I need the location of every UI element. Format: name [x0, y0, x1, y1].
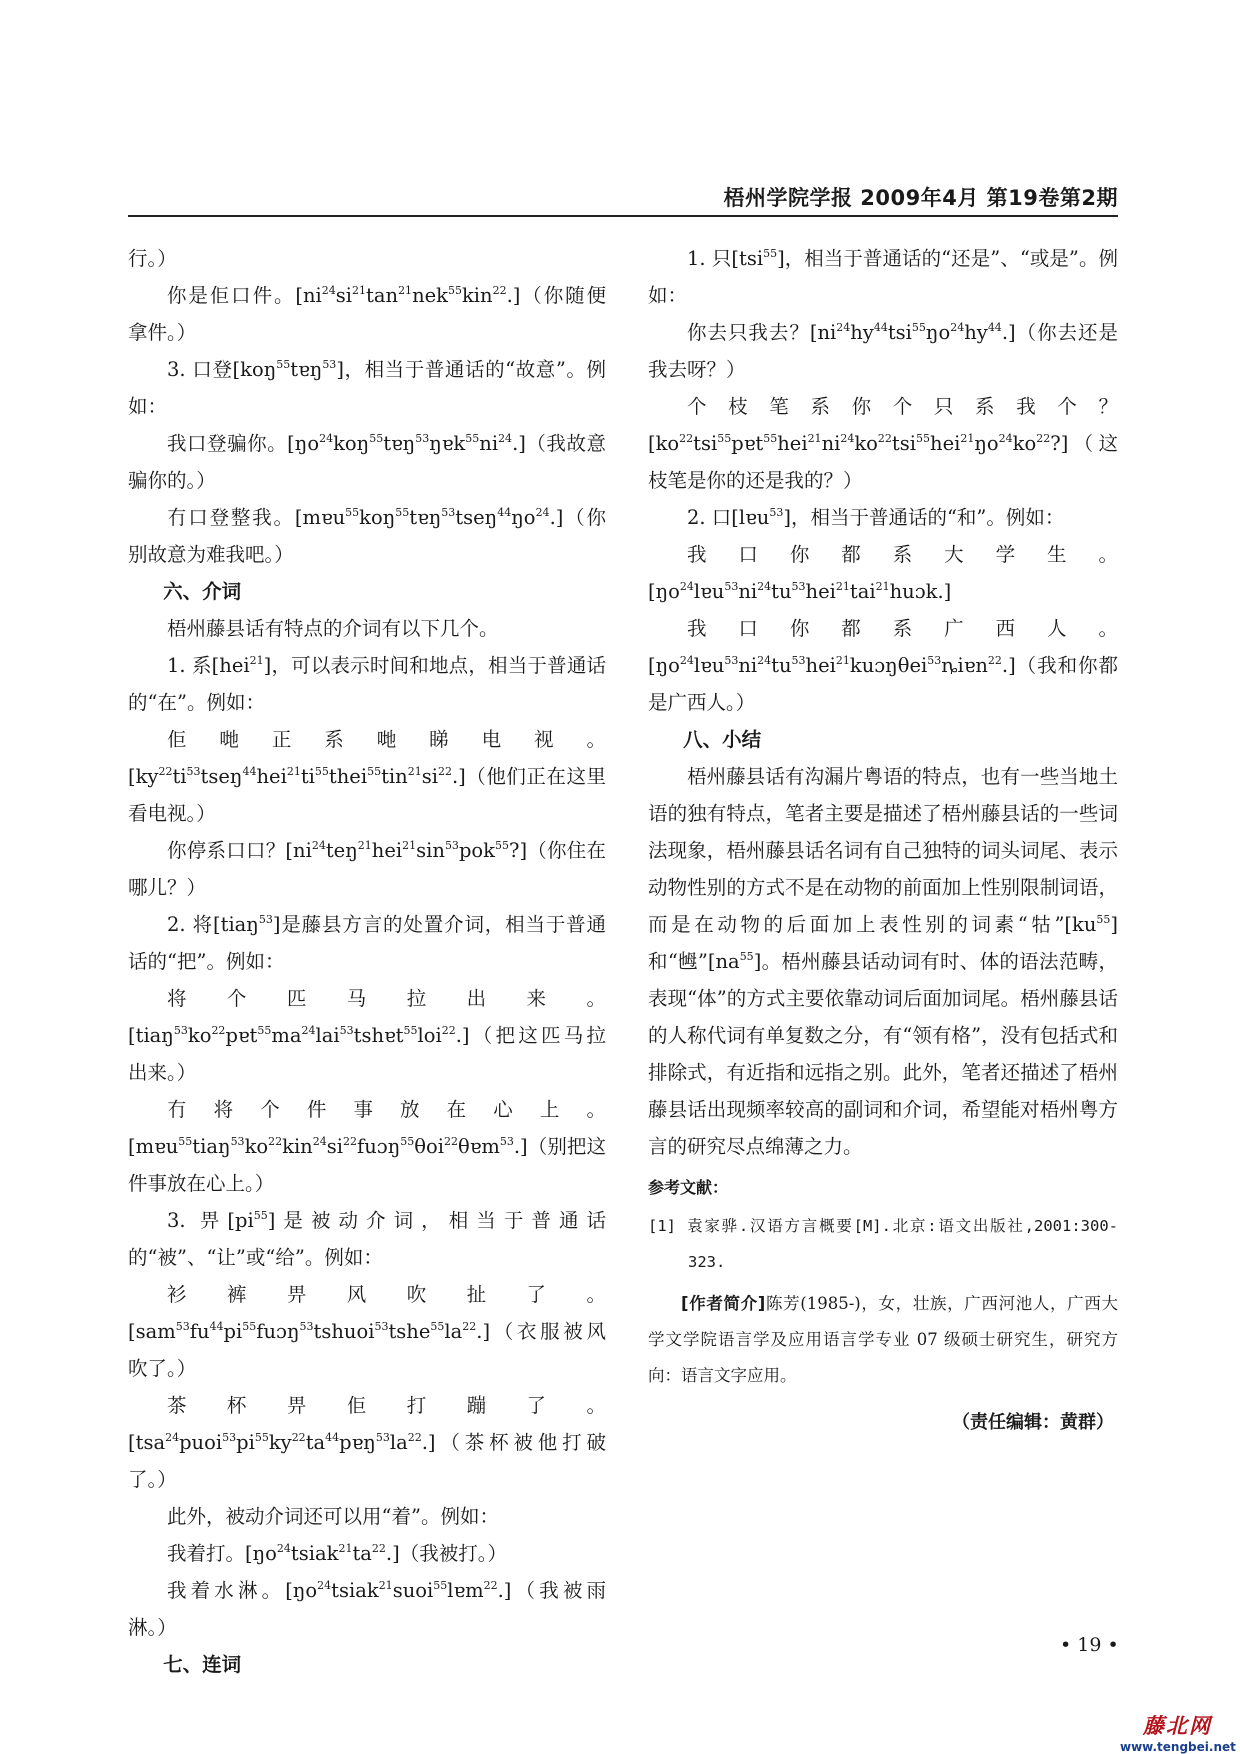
left_column-paragraph: 我着水淋。$[ŋo^{24}tsiak^{21}suoi^{55}lɐm^{22}.]$（我被雨淋。）: [128, 1579, 606, 1639]
left_column-section-heading: 七、连词: [163, 1653, 242, 1676]
page-number: • 19 •: [1060, 1634, 1119, 1656]
right_column-paragraph: 2. 口[lɐu$^{53}$]，相当于普通话的“和”。例如：: [687, 506, 1065, 529]
left_column-paragraph: 我着打。$[ŋo^{24}tsiak^{21}ta^{22}.]$（我被打。）: [167, 1542, 507, 1565]
watermark-logo: 藤北网: [1143, 1713, 1212, 1738]
left_column-paragraph: 你是佢口件。$[ni^{24}si^{21}\tan^{21}nek^{55}kin^{22}.]$（你随便拿件。）: [128, 284, 606, 344]
right_column-section-heading: 八、小结: [683, 728, 762, 751]
right_column-paragraph: 个枝笔系你个只系我个？$[ko^{22}tsi^{55}pɐt^{55}hei^{21}ni^{24}ko^{22}tsi^{55}hei^{21}ŋo^{24}ko^{22}?]$（这枝笔是你的还是我的？）: [648, 395, 1118, 492]
responsible-editor: （责任编辑：黄群）: [952, 1412, 1114, 1433]
references-title: 参考文献：: [648, 1178, 729, 1197]
right_column-paragraph: 我口你都系广西人。$[ŋo^{24}lɐu^{53}ni^{24}tu^{53}hei^{21}kuɔŋ\theta ei^{53}ȵiɐn^{22}.]$（我和你都是广西人。）: [648, 617, 1118, 714]
watermark: [1120, 1710, 1235, 1754]
left_column-paragraph: 3. 口登[koŋ$^{55}$tɐŋ$^{53}$]，相当于普通话的“故意”。例如：: [128, 358, 607, 418]
left_column-paragraph: 此外，被动介词还可以用“着”。例如：: [167, 1505, 499, 1528]
left_column-paragraph: 梧州藤县话有特点的介词有以下几个。: [167, 617, 499, 640]
watermark-url: www.tengbei.net: [1120, 1740, 1236, 1754]
left-column: [128, 240, 606, 1683]
left_column-paragraph: 3. 畀$[pi^{55}]$是被动介词，相当于普通话的“被”、“让”或“给”。例如：: [128, 1209, 607, 1269]
right_column-paragraph: 梧州藤县话有沟漏片粤语的特点，也有一些当地土语的独有特点，笔者主要是描述了梧州藤县话的一些词法现象，梧州藤县话名词有自己独特的词头词尾、表示动物性别的方式不是在动物的前面加上性别限制词语，而是在动物的后面加上表性别的词素“牯$”[ku^{55}]$和“乸$”[na^{55}]$。梧州藤县话动词有时、体的语法范畴，表现“体”的方式主要依靠动词后面加词尾。梧州藤县话的人称代词有单复数之分，有“领有格”，没有包括式和排除式，有近指和远指之别。此外，笔者还描述了梧州藤县话出现频率较高的副词和介词，希望能对梧州粤方言的研究尽点绵薄之力。: [648, 765, 1119, 1158]
left_column-paragraph: 我口登骗你。$[ŋo^{24}koŋ^{55}tɐŋ^{53}ŋɐk^{55}ni^{24}.]$（我故意骗你的。）: [128, 432, 606, 492]
left_column-paragraph: 茶杯畀佢打蹦了。$[tsa^{24}puoi^{53}pi^{55}ky^{22}ta^{44}pɐŋ^{53}la^{22}.]$（茶杯被他打破了。）: [128, 1394, 606, 1491]
right-column-body: [648, 240, 1118, 1165]
right-column: [648, 240, 1118, 1441]
reference-item: [1] 袁家骅.汉语方言概要[M].北京:语文出版社,2001:300-323.: [648, 1217, 1118, 1271]
left_column-paragraph: 2. 将[tiaŋ$^{53}$]是藤县方言的处置介词，相当于普通话的“把”。例如：: [128, 913, 607, 973]
author-note-label: [作者简介]: [681, 1294, 766, 1313]
left_column-paragraph: 冇口登整我。$[mɐu^{55}koŋ^{55}tɐŋ^{53}tseŋ^{44}ŋo^{24}.]$（你别故意为难我吧。）: [128, 506, 606, 566]
author-note: [648, 1286, 1118, 1394]
left_column-paragraph: 1. 系[hei$^{21}$]，可以表示时间和地点，相当于普通话的“在”。例如：: [128, 654, 607, 714]
author-note-text: 陈芳(1985-)，女，壮族，广西河池人，广西大学文学院语言学及应用语言学专业 07 级硕士研究生，研究方向：语言文字应用。: [648, 1294, 1118, 1385]
right_column-paragraph: 你去只我去？$[ni^{24}hy^{44}tsi^{55}ŋo^{24}hy^{44}.]$（你去还是我去呀？）: [648, 321, 1118, 381]
left_column-section-heading: 六、介词: [163, 580, 242, 603]
left_column-paragraph: 衫裤畀风吹扯了。$[sam^{53}fu^{44}pi^{55}fuɔŋ^{53}tshuoi^{53}tshe^{55}la^{22}.]$（衣服被风吹了。）: [128, 1283, 606, 1380]
left_column-paragraph: 你停系口口？$[ni^{24}teŋ^{21}hei^{21}\sin^{53}pok^{55}?]$（你住在哪儿？）: [128, 839, 607, 899]
right_column-paragraph: 我口你都系大学生。$[ŋo^{24}lɐu^{53}ni^{24}tu^{53}hei^{21}tai^{21}huɔk.]$: [648, 543, 1118, 603]
left_column-paragraph: 佢哋正系哋睇电视。$[ky^{22}ti^{53}tseŋ^{44}hei^{21}ti^{55}thei^{55}tin^{21}si^{22}.]$（他们正在这里看电视。）: [128, 728, 606, 825]
left_column-paragraph: 行。）: [128, 247, 177, 270]
left_column-paragraph: 将个匹马拉出来。$[tiaŋ^{53}ko^{22}pɐt^{55}ma^{24}lai^{53}tshɐt^{55}loi^{22}.]$（把这匹马拉出来。）: [128, 987, 606, 1084]
header-rule: [128, 215, 1118, 217]
left_column-paragraph: 冇将个件事放在心上。$[mɐu^{55}tiaŋ^{53}ko^{22}kin^{24}si^{22}fuɔŋ^{55}\theta oi^{22}\theta ɐm^{53}.]$（别把这件事放在心上。）: [128, 1098, 606, 1195]
right_column-paragraph: 1. 只[tsi$^{55}$]，相当于普通话的“还是”、“或是”。例如：: [648, 247, 1118, 307]
journal-header: 梧州学院学报 2009年4月 第19卷第2期: [723, 186, 1118, 210]
